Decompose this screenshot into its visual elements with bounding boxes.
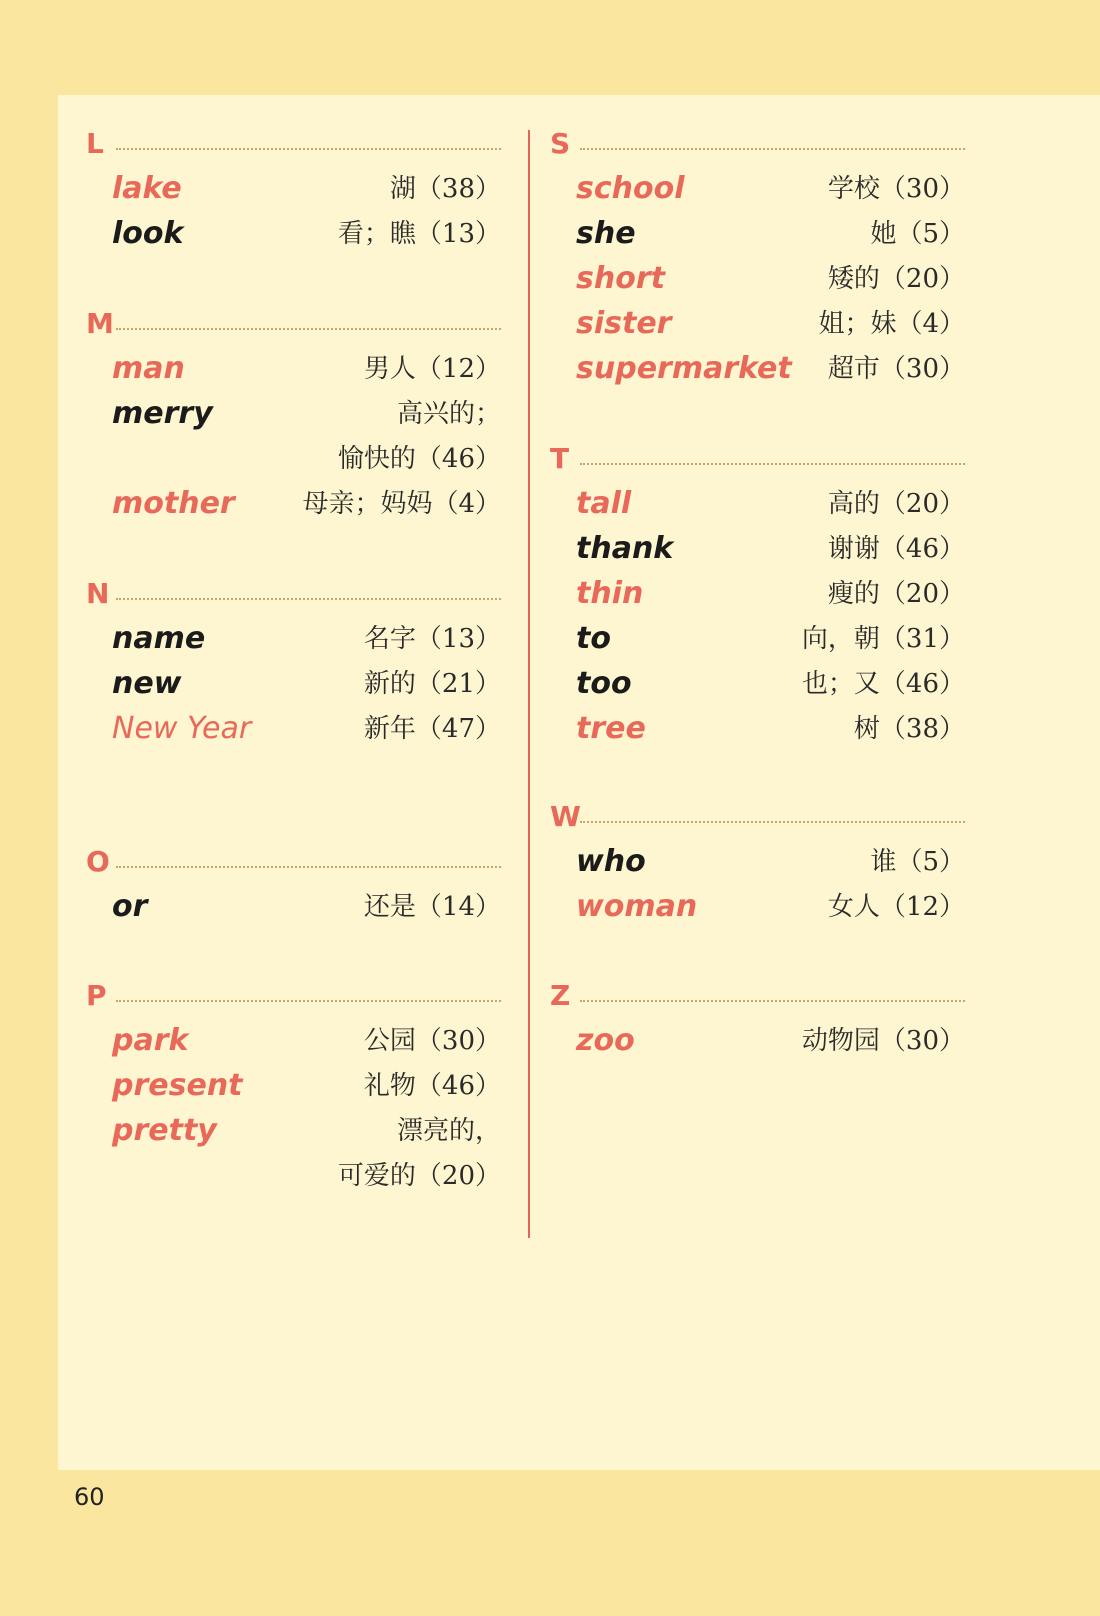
entry-meaning: 树（38）	[853, 714, 965, 744]
entry-word: school	[576, 171, 685, 206]
entry-meaning: 谁（5）	[870, 847, 965, 877]
glossary-entry	[112, 1018, 501, 1064]
entry-meaning: 超市（30）	[827, 354, 965, 384]
glossary-entry	[112, 481, 501, 527]
section-letter: M	[86, 307, 114, 340]
entry-word: supermarket	[576, 351, 792, 386]
glossary-entry	[112, 616, 501, 662]
dotted-rule	[580, 463, 965, 465]
glossary-entry-continuation	[112, 1153, 501, 1199]
section-letter: O	[86, 845, 110, 878]
glossary-entry	[112, 391, 501, 437]
entry-word: too	[576, 666, 632, 701]
glossary-entry	[576, 616, 965, 662]
section-o	[86, 845, 501, 924]
entry-meaning: 高的（20）	[827, 489, 965, 519]
entry-meaning: 谢谢（46）	[827, 534, 965, 564]
entry-meaning: 还是（14）	[363, 892, 501, 922]
entry-word: zoo	[576, 1023, 635, 1058]
entry-word: or	[112, 889, 148, 924]
glossary-entry	[576, 481, 965, 527]
entry-word: lake	[112, 171, 182, 206]
column-divider	[528, 130, 530, 1238]
section-letter: W	[550, 800, 581, 833]
section-letter: T	[550, 442, 570, 475]
page-number: 60	[74, 1483, 105, 1511]
glossary-entry	[576, 571, 965, 617]
entry-meaning: 看；瞧（13）	[337, 219, 501, 249]
glossary-entry	[576, 706, 965, 752]
entry-word: man	[112, 351, 185, 386]
entry-meaning-continued: 愉快的（46）	[337, 444, 501, 474]
entry-word: merry	[112, 396, 213, 431]
dotted-rule	[116, 1000, 501, 1002]
entry-meaning: 新的（21）	[363, 669, 501, 699]
entry-word: she	[576, 216, 636, 251]
dotted-rule	[580, 148, 965, 150]
entry-meaning: 湖（38）	[389, 174, 501, 204]
entry-meaning: 姐；妹（4）	[818, 309, 965, 339]
entry-word: name	[112, 621, 206, 656]
section-letter: P	[86, 979, 107, 1012]
section-t	[550, 442, 965, 746]
entry-word: New Year	[112, 711, 252, 746]
entry-meaning: 也；又（46）	[801, 669, 965, 699]
glossary-entry	[576, 256, 965, 302]
entry-meaning: 向，朝（31）	[801, 624, 965, 654]
section-letter: Z	[550, 979, 571, 1012]
section-letter: N	[86, 577, 110, 610]
section-letter: L	[86, 127, 104, 160]
glossary-entry	[112, 346, 501, 392]
section-n	[86, 577, 501, 746]
glossary-entry	[576, 301, 965, 347]
entry-word: thank	[576, 531, 674, 566]
glossary-entry	[576, 661, 965, 707]
dotted-rule	[580, 1000, 965, 1002]
section-m	[86, 307, 501, 521]
glossary-entry	[112, 1063, 501, 1109]
glossary-entry	[112, 166, 501, 212]
entry-word: to	[576, 621, 611, 656]
dotted-rule	[116, 148, 501, 150]
entry-meaning: 礼物（46）	[363, 1071, 501, 1101]
entry-word: woman	[576, 889, 698, 924]
glossary-entry	[576, 884, 965, 930]
entry-meaning: 女人（12）	[827, 892, 965, 922]
entry-meaning: 母亲；妈妈（4）	[302, 489, 501, 519]
entry-word: present	[112, 1068, 243, 1103]
entry-meaning: 公园（30）	[363, 1026, 501, 1056]
entry-meaning: 男人（12）	[363, 354, 501, 384]
glossary-entry	[576, 526, 965, 572]
entry-meaning: 漂亮的，	[396, 1116, 501, 1146]
entry-meaning: 她（5）	[870, 219, 965, 249]
entry-meaning: 矮的（20）	[827, 264, 965, 294]
dotted-rule	[580, 821, 965, 823]
entry-meaning-continued: 可爱的（20）	[337, 1161, 501, 1191]
entry-meaning: 瘦的（20）	[827, 579, 965, 609]
entry-word: tall	[576, 486, 632, 521]
glossary-entry	[112, 1108, 501, 1154]
glossary-entry	[576, 166, 965, 212]
dotted-rule	[116, 328, 501, 330]
glossary-entry-continuation	[112, 436, 501, 482]
section-s	[550, 127, 965, 386]
entry-meaning: 学校（30）	[827, 174, 965, 204]
section-p	[86, 979, 501, 1191]
section-w	[550, 800, 965, 924]
glossary-entry	[112, 884, 501, 930]
section-z	[550, 979, 965, 1058]
entry-meaning: 动物园（30）	[801, 1026, 965, 1056]
entry-word: thin	[576, 576, 644, 611]
entry-word: short	[576, 261, 665, 296]
entry-word: park	[112, 1023, 189, 1058]
dotted-rule	[116, 866, 501, 868]
glossary-entry	[576, 1018, 965, 1064]
glossary-entry	[112, 661, 501, 707]
entry-meaning: 新年（47）	[363, 714, 501, 744]
glossary-entry	[112, 211, 501, 257]
entry-word: who	[576, 844, 646, 879]
entry-meaning: 名字（13）	[363, 624, 501, 654]
glossary-entry	[576, 346, 965, 392]
section-l	[86, 127, 501, 251]
entry-word: pretty	[112, 1113, 217, 1148]
glossary-entry	[576, 839, 965, 885]
entry-word: new	[112, 666, 182, 701]
entry-word: sister	[576, 306, 672, 341]
glossary-entry	[576, 211, 965, 257]
glossary-entry	[112, 706, 501, 752]
dotted-rule	[116, 598, 501, 600]
section-letter: S	[550, 127, 571, 160]
entry-word: look	[112, 216, 184, 251]
entry-meaning: 高兴的；	[396, 399, 501, 429]
entry-word: mother	[112, 486, 235, 521]
entry-word: tree	[576, 711, 646, 746]
